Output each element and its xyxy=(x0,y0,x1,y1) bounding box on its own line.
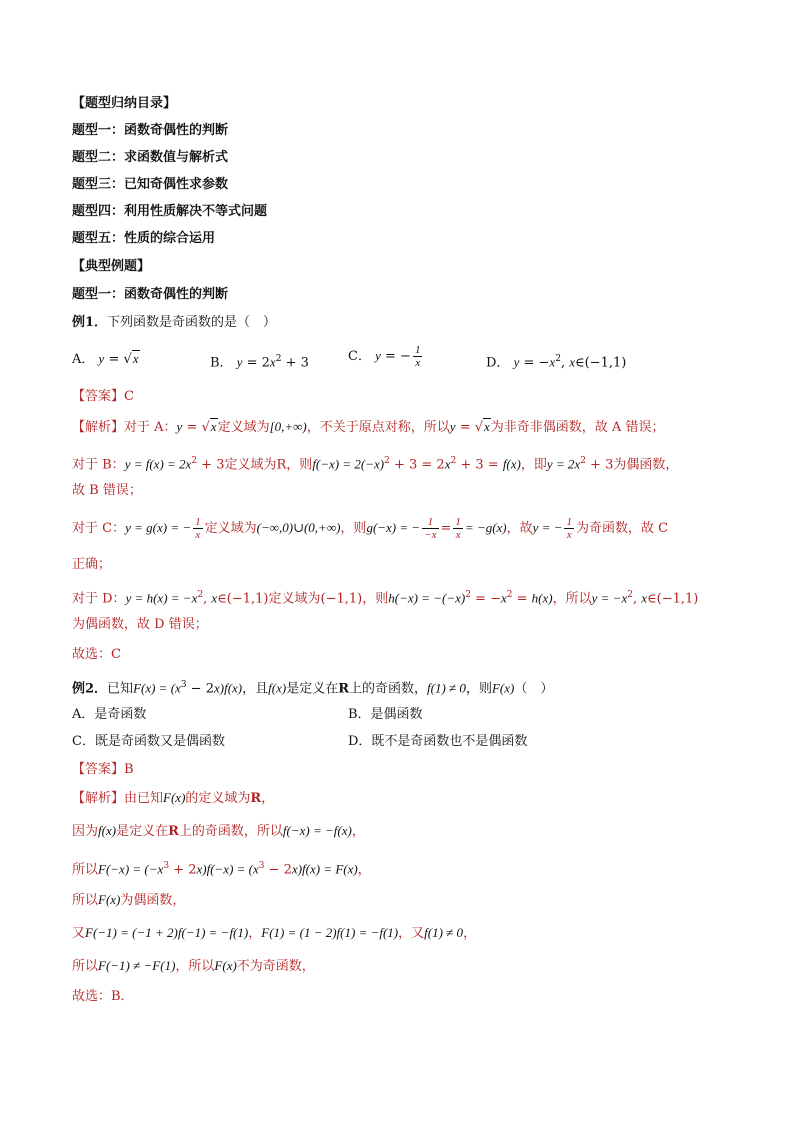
ex1-analysis-d: 对于 D：$y = h(x) = -x^2$, x∈(−1,1)定义域为(−1,1)，则$h(-x) = -(-x)^2 = -x^2 = h(x)$，所以$y = -x^2$, x∈(−1,1) xyxy=(72,590,699,607)
ex1-option-d: D． $y = -x^2$, x∈(−1,1) xyxy=(486,354,627,371)
ex1-analysis-c: 对于 C：y = g(x) = − $\frac{1}{x}$ 定义域为(−∞,0)∪(0,+∞)，则g(−x) = − $\frac{1}{-x}$ = $\frac{1}{x}$ = −g(x)，故y = − $\frac{1}{x}$ 为奇函数，故 C xyxy=(72,516,669,541)
ex2-analysis-1: 【解析】由已知F(x)的定义域为R， xyxy=(72,790,275,806)
toc-item-3: 题型三：已知奇偶性求参数 xyxy=(72,177,229,192)
ex2-analysis-4: 所以F(x)为偶函数， xyxy=(72,892,186,908)
ex2-option-a: A．是奇函数 xyxy=(72,707,147,722)
ex2-analysis-5: 又F(−1) = (−1 + 2)f(−1) = −f(1)，F(1) = (1 − 2)f(1) = −f(1)，又f(1) ≠ 0， xyxy=(72,925,477,941)
ex1-analysis-d-cont: 为偶函数，故 D 错误； xyxy=(72,617,208,632)
type1-heading: 题型一：函数奇偶性的判断 xyxy=(72,287,229,302)
ex1-label: 例1． xyxy=(72,315,108,330)
ex2-option-b: B．是偶函数 xyxy=(348,707,423,722)
ex1-conclusion: 故选：C xyxy=(72,647,121,662)
toc-heading: 【题型归纳目录】 xyxy=(72,96,177,111)
ex1-option-a: A． y = √x xyxy=(72,351,139,367)
ex2-conclusion: 故选：B． xyxy=(72,989,134,1004)
ex1-option-b: B． $y = 2x^2 + 3$ xyxy=(210,354,309,371)
toc-item-4: 题型四：利用性质解决不等式问题 xyxy=(72,204,268,219)
ex2-analysis-2: 因为f(x)是定义在R上的奇函数，所以f(−x) = −f(x)， xyxy=(72,823,365,839)
ex1-analysis-a: 【解析】对于 A：y = √x定义域为[0,+∞)，不关于原点对称，所以y = √x为非奇非偶函数，故 A 错误； xyxy=(72,419,665,435)
ex2-stem-line: 例2．已知$F(x) = (x^3 - 2x)f(x)$，且f(x)是定义在R上的奇函数，f(1) ≠ 0，则F(x)（ ） xyxy=(72,680,554,697)
ex2-option-d: D．既不是奇函数也不是偶函数 xyxy=(348,734,528,749)
toc-item-2: 题型二：求函数值与解析式 xyxy=(72,150,229,165)
ex1-stem: 下列函数是奇函数的是（ ） xyxy=(107,315,277,330)
ex2-answer: 【答案】B xyxy=(72,762,134,777)
ex1-analysis-c-cont: 正确； xyxy=(72,557,112,572)
examples-heading: 【典型例题】 xyxy=(72,259,151,274)
ex1-answer: 【答案】C xyxy=(72,389,134,404)
ex2-analysis-6: 所以F(−1) ≠ −F(1)，所以F(x)不为奇函数， xyxy=(72,958,315,974)
toc-item-1: 题型一：函数奇偶性的判断 xyxy=(72,123,229,138)
ex1-option-c: C． y = − $\frac{1}{x}$ xyxy=(348,344,421,369)
ex1-stem-line xyxy=(72,314,276,332)
ex1-analysis-b: 对于 B：$y = f(x) = 2x^2 + 3$定义域为R，则$f(-x) = 2(-x)^2 + 3 = 2x^2 + 3 = f(x)$，即$y = 2x^2 + 3$为偶函数， xyxy=(72,456,679,473)
toc-item-5: 题型五：性质的综合运用 xyxy=(72,231,216,246)
ex2-analysis-3: 所以$F(-x) = (-x^3 + 2x)f(-x) = (x^3 - 2x)f(x) = F(x)$， xyxy=(72,861,371,878)
ex1-analysis-b-cont: 故 B 错误； xyxy=(72,483,142,498)
ex2-option-c: C．既是奇函数又是偶函数 xyxy=(72,734,225,749)
